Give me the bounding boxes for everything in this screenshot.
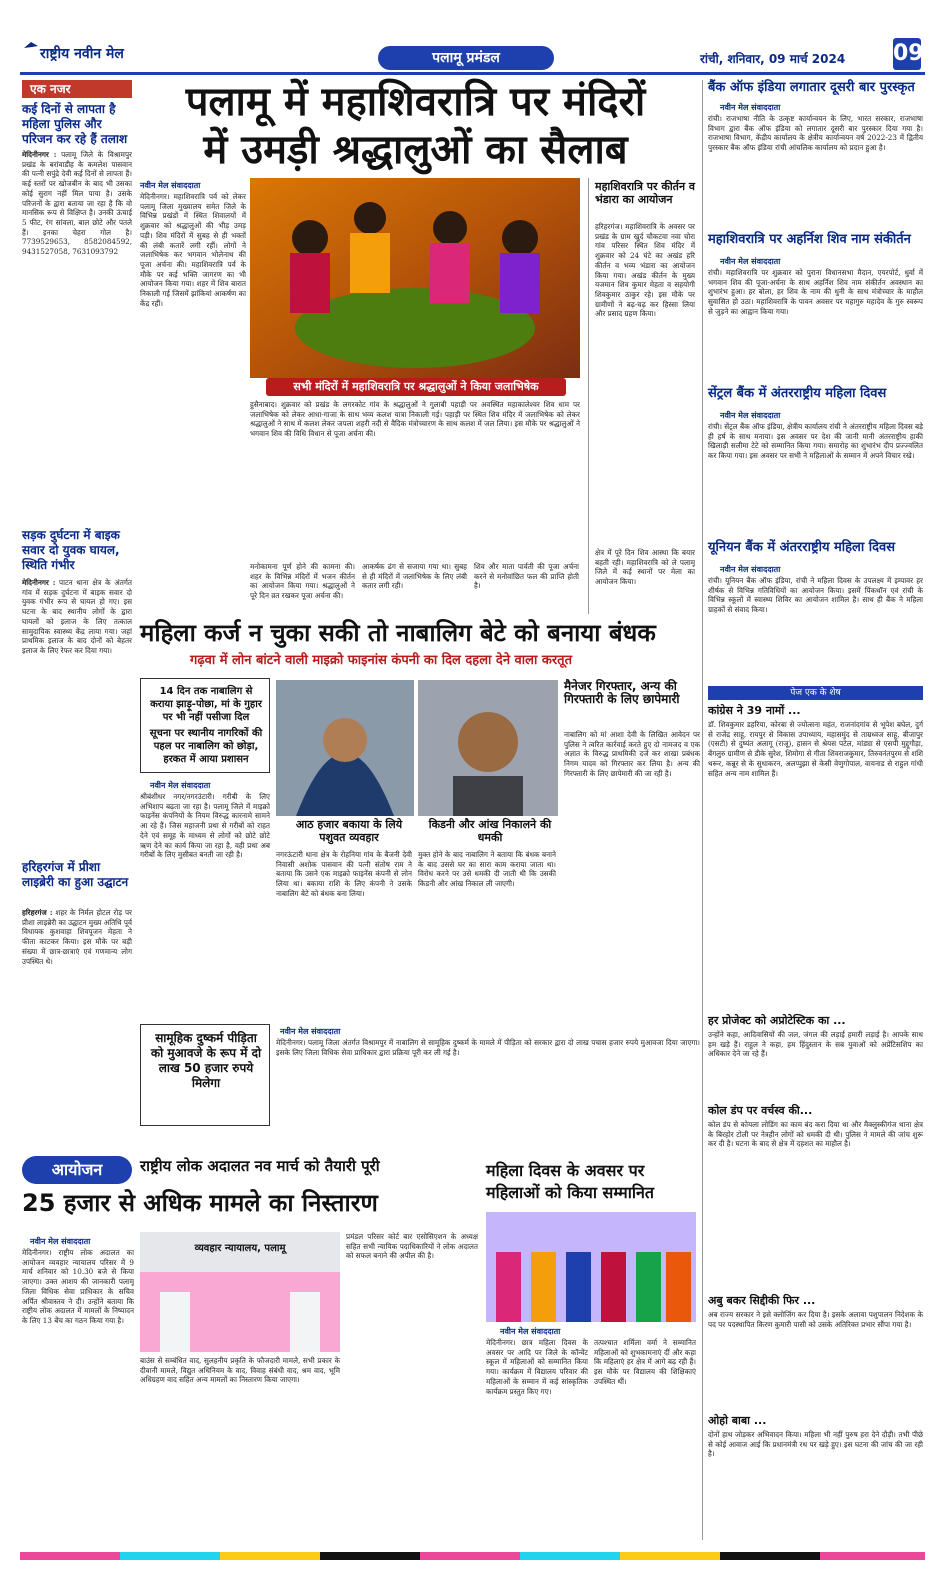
right-body-1: रांची। राजभाषा नीति के उत्कृष्ट कार्यान्वयन के लिए, भारत सरकार, राजभाषा विभाग द्वारा बैंक ऑफ इंडिया को लगातार दूसरी बार पुरस्कार दिया गया है। राजभाषा विभाग, केंद्रीय कार्यालय के क्षेत्रीय कार्यान्वयन वर्ष 2022-23 में द्वितीय पुरस्कार बैंक ऑफ इंडिया रांची आंचलिक कार्यालय को प्रदान हुआ है। [708, 114, 923, 153]
right-headline-6: हर प्रोजेक्ट को अप्रोटेस्टिक का ... [708, 1014, 846, 1027]
court-sign: व्यवहार न्यायालय, पलामू [194, 1243, 286, 1254]
compensation-body: मेदिनीनगर। पलामू जिला अंतर्गत विश्रामपुर में नाबालिग से सामूहिक दुष्कर्म के मामले में पीड़िता को सरकार द्वारा दो लाख पचास हजार रुपये मुआवजा दिया जाएगा। इसके लिए जिला विधिक सेवा प्राधिकार द्वारा प्रक्रिया पूरी कर ली गई है। [276, 1038, 700, 1057]
section-label: पलामू प्रमंडल [378, 46, 554, 70]
middle-box-1 [140, 678, 270, 773]
bottom-right-byline: नवीन मेल संवाददाता [500, 1327, 561, 1336]
right-body-8: अब राज्य सरकार ने इसे क्लोजिंग कर दिया है। इसके अलावा पशुपालन निदेशक के पद पर पदस्थापित किरण कुमारी पासी को उसके अतिरिक्त प्रभार सौंपा गया है। [708, 1310, 923, 1329]
right-body-5: डॉ. शिवकुमार डहरिया, कोरबा से ज्योत्सना महंत, राजनांदगांव से भूपेश बघेल, दुर्ग से राजेंद्र साहू, रायपुर से विकास उपाध्याय, महासमुंद से ताम्रध्वज साहू, बीजापुर (एसटी) से दुष्यंत अलागू (राजू), हासन से श्रेयस पटेल, मांड्या से एसपी मुद्दूगौड़ा, बेंगलुरु ग्रामीण से डीके सुरेश, शिमोगा से गीता शिवराजकुमार, तिरुवनंतपुरम से शशि थरूर, कन्नूर से के सुधाकरन, अलप्पुझा से केसी वेणुगोपाल, वायनाड से राहुल गांधी सहित अन्य नाम शामिल हैं। [708, 720, 923, 778]
middle-col-3: मुक्त होने के बाद नाबालिग ने बताया कि बंधक बनाने के बाद उससे घर का सारा काम कराया जाता था। विरोध करने पर उसे धमकी दी जाती थी कि उसकी किडनी और आंख निकाल ली जाएगी। [418, 850, 556, 889]
middle-col-1: श्रीबंशीधर नगर/नगरउंटारी। गरीबी के लिए अभिशाप बढ़ता जा रहा है। पलामू जिले में माइक्रो फाइनेंस कंपनियों के नियम विरुद्ध कारनामे सामने आ रहे हैं। जिस महाजनी प्रथा से गरीबों को राहत देने एवं समूह के माध्यम से लोगों को छोटे छोटे ऋण देने का कार्य किया जा रहा है, वही प्रथा अब गरीबों के लिए मुसीबत बनती जा रही है। [140, 792, 270, 860]
dateline: हरिहरगंज : [22, 908, 53, 917]
right-body-3: रांची। सेंट्रल बैंक ऑफ इंडिया, क्षेत्रीय कार्यालय रांची ने अंतरराष्ट्रीय महिला दिवस बड़े ही हर्ष के साथ मनाया। इस अवसर पर देश की जानी मानी अंतरराष्ट्रीय हाकी खिलाड़ी सलीमा टेटे को सम्मानित किया गया। समारोह का शुभारंभ दीप प्रज्ज्वलित कर किया गया। इस अवसर पर सभी ने महिलाओं के सम्मान में अपने विचार रखे। [708, 422, 923, 461]
lead-headline-line-1: पलामू में महाशिवरात्रि पर मंदिरों [185, 79, 646, 125]
middle-col-4: नाबालिग को मां आशा देवी के लिखित आवेदन पर पुलिस ने त्वरित कार्रवाई करते हुए दो नामजद व एक अज्ञात के विरुद्ध प्राथमिकी दर्ज कर शाखा प्रबंधक निगम यादव को गिरफ्तार कर लिया है। अन्य की गिरफ्तारी के लिए छापेमारी की जा रही है। [564, 730, 700, 778]
devotees-photo-icon [250, 178, 580, 378]
kirtan-box [588, 178, 696, 614]
right-body-4: रांची। यूनियन बैंक ऑफ इंडिया, रांची ने महिला दिवस के उपलक्ष्य में इम्पावर हर शीर्षक से विभिन्न गतिविधियों का आयोजन किया। इसमें पिंकथॉन एवं रांची के विभिन्न स्कूलों में स्वास्थ्य शिविर का आयोजन शामिल है। साथ ही बैंक ने महिला ग्राहकों से संवाद किया। [708, 576, 923, 615]
issue-date: रांची, शनिवार, 09 मार्च 2024 [700, 52, 846, 66]
lead-byline: नवीन मेल संवाददाता [140, 181, 201, 190]
sidebar-body-1 [22, 150, 132, 520]
event-tag: आयोजन [22, 1156, 132, 1184]
compensation-headline: सामूहिक दुष्कर्म पीड़िता को मुआवजे के रूप में दो लाख 50 हजार रुपये मिलेगा [150, 1031, 262, 1090]
lead-photo [250, 178, 580, 378]
right-headline-2: महाशिवरात्रि पर अहर्निश शिव नाम संकीर्तन [708, 232, 911, 247]
bottom-left-byline: नवीन मेल संवाददाता [30, 1237, 91, 1246]
sidebar-text: शहर के निर्मल होटल रोड़ पर प्रीशा लाइब्रेरी का उद्घाटन मुख्य अतिथि पूर्व विधायक कुशवाहा शिवपूजन मेहता ने फीता काटकर किया। इस मौके पर बड़ी संख्या में छात्र-छात्राएं एवं गणमान्य लोग उपस्थित थे। [22, 908, 132, 966]
right-headline-3: सेंट्रल बैंक में अंतरराष्ट्रीय महिला दिवस [708, 386, 887, 401]
right-byline-1: नवीन मेल संवाददाता [720, 103, 781, 112]
lead-under-photo: हुसैनाबाद। शुक्रवार को प्रखंड के लगरकोट गांव के श्रद्धालुओं ने गुलाबी पहाड़ी पर अवस्थित महाकालेश्वर शिव धाम पर जलाभिषेक को लेकर आधा-गाजा के साथ भव्य कलश यात्रा निकाली गई। पहाड़ी पर स्थित शिव मंदिर में जलाभिषेक को लेकर श्रद्धालुओं ने साथ में कलश लेकर जपला शहरी नदी से वैदिक मंत्रोच्चारण के साथ कलश में जल लिया। इस मौके पर श्रद्धालुओं ने भगवान शिव की विधि विधान से पूजा अर्चना की। [250, 400, 580, 439]
middle-byline: नवीन मेल संवाददाता [150, 781, 211, 790]
kirtan-body: हरिहरगंज। महाशिवरात्रि के अवसर पर प्रखंड के ग्राम खुर्द चौकटवा नवा चोरा गांव परिसर स्थित शिव मंदिर में शुक्रवार को 24 घंटे का अखंड हरि कीर्तन व भव्य भंडारा का आयोजन किया गया। अखंड कीर्तन के मुख्य यजमान शिव कुमार मेहता व सहयोगी शिवकुमार ठाकुर रहे। इस मौके पर ग्रामीणों ने बढ़-चढ़ कर हिस्सा लिया और प्रसाद ग्रहण किया। [595, 222, 695, 319]
right-body-7: कोल डंप से कोयला लोडिंग का काम बंद करा दिया था और मैक्लुस्कीगंज थाना क्षेत्र के बिरहोर टोली पर नेत्रहीन लोगों को धमकी दी थी। पुलिस ने मामले की जांच शुरू कर दी है। घटना के बाद से क्षेत्र में दहशत का माहौल है। [708, 1120, 923, 1149]
kirtan-headline: महाशिवरात्रि पर कीर्तन व भंडारा का आयोजन [595, 180, 696, 206]
middle-col-2: नगरऊंटारी थाना क्षेत्र के रोहनिया गांव के बैजनी देवी निवासी अशोक पासवान की पत्नी संतोष राम ने बताया कि उसने एक माइक्रो फाइनेंस कंपनी से लोन लिया था। बकाया राशि के लिए कंपनी ने उसके नाबालिग बेटे को बंधक बना लिया। [276, 850, 412, 898]
lead-headline [138, 78, 693, 174]
lead-col-4: शिव और माता पार्वती की पूजा अर्चना करने से मनोवांछित फल की प्राप्ति होती है। [474, 562, 579, 591]
photo-caption-2: किडनी और आंख निकालने की धमकी [428, 818, 552, 844]
right-byline-3: नवीन मेल संवाददाता [720, 411, 781, 420]
page-number: 09 [893, 38, 921, 70]
women-day-photo [486, 1212, 696, 1322]
bottom-left-col-3: प्रमंडल परिसर कोर्ट बार एसोसिएशन के अध्यक्ष सहित सभी न्यायिक पदाधिकारियों ने लोक अदालत को सफल बनाने की अपील की है। [346, 1232, 478, 1261]
court-photo [140, 1232, 340, 1352]
top-rule [20, 72, 925, 75]
right-body-6: उन्होंने कहा, आदिवासियों की जल, जंगल की लड़ाई हमारी लड़ाई है। आपके साथ हम खड़े हैं। राहुल ने कहा, हम हिंदुस्तान के सब युवाओं को अप्रेंटिसशिप का अधिकार देने जा रहे हैं। [708, 1030, 923, 1059]
bottom-left-kicker: राष्ट्रीय लोक अदालत नव मार्च को तैयारी पूरी [140, 1157, 380, 1175]
bottom-right-col-1: मेदिनीनगर। छात्र महिला दिवस के अवसर पर आदि पर जिले के कॉन्वेंट स्कूल में महिलाओं को सम्मानित किया गया। कार्यक्रम में विद्यालय परिवार की महिलाओं के सम्मान में कई सांस्कृतिक कार्यक्रम प्रस्तुत किए गए। [486, 1338, 588, 1396]
continued-label: पेज एक के शेष [708, 686, 923, 700]
sidebar-headline-1: कई दिनों से लापता है महिला पुलिस और परिजन कर रहे हैं तलाश [22, 102, 128, 146]
lead-col-2: मनोकामना पूर्ण होने की कामना की। शहर के विभिन्न मंदिरों में भजन कीर्तन का आयोजन किया गया। श्रद्धालुओं ने पूरे दिन व्रत रखकर पूजा अर्चना की। [250, 562, 355, 601]
dateline: मेदिनीनगर : [22, 150, 57, 159]
contact-numbers: 7739529653, 8582084592, 9431527058, 7631093792 [22, 237, 132, 257]
sidebar-headline-3: हरिहरगंज में प्रीशा लाइब्रेरी का हुआ उद्घाटन [22, 860, 129, 889]
photo-caption-1: आठ हजार बकाया के लिये पशुवत व्यवहार [295, 818, 403, 844]
boy-photo-icon [418, 680, 558, 816]
right-byline-2: नवीन मेल संवाददाता [720, 257, 781, 266]
women-group-photo-icon [486, 1212, 696, 1322]
middle-subhead: गढ़वा में लोन बांटने वाली माइक्रो फाइनांस कंपनी का दिल दहला देने वाला करतूत [190, 653, 572, 668]
sidebar-label: एक नजर [22, 80, 132, 98]
sidebar-text: पाटन थाना क्षेत्र के अंतर्गत गांव में सड़क दुर्घटना में बाइक सवार दो युवक गंभीर रूप से घायल हो गए। इस घटना के बाद स्थानीय लोगों के द्वारा घायलों को इलाज के लिए तत्काल सामुदायिक स्वास्थ्य केंद्र लाया गया। जहां प्राथमिक इलाज के बाद दोनों को बेहतर इलाज के लिए रेफर कर दिया गया। [22, 578, 132, 655]
middle-headline: महिला कर्ज न चुका सकी तो नाबालिग बेटे को बनाया बंधक [140, 619, 656, 647]
middle-box-1a: 14 दिन तक नाबालिग से कराया झाड़ू-पोछा, मां के गुहार पर भी नहीं पसीजा दिल [150, 686, 262, 723]
lead-col-3: आकर्षक ढंग से सजाया गया था। सुबह से ही मंदिरों में जलाभिषेक के लिए लंबी कतार लगी रही। [362, 562, 467, 591]
kirtan-tail: क्षेत्र में पूरे दिन शिव आस्था कि बयार बहती रही। महाशिवरात्रि को ले पलामू जिले में कई स्थानों पर मेला का आयोजन किया। [595, 548, 695, 587]
right-headline-7: कोल डंप पर वर्चस्व की... [708, 1104, 813, 1117]
dateline: मेदिनीनगर : [22, 578, 56, 587]
masthead-title: राष्ट्रीय नवीन मेल [40, 46, 124, 62]
right-body-9: दोनों हाथ जोड़कर अभिवादन किया। महिला भी नहीं पुरुष हरा देने दौड़ी। तभी पीछे से कोई आवाज आई कि प्रधानमंत्री रथ पर खड़े हुए। इस घटना की जांच की जा रही है। [708, 1430, 923, 1459]
mother-photo [276, 680, 414, 816]
bottom-left-headline: 25 हजार से अधिक मामले का निस्तारण [22, 1189, 378, 1217]
sidebar-body-3 [22, 908, 132, 1148]
bottom-right-col-2: तत्पश्चात शर्मिला वर्मा ने सम्मानित महिलाओं को शुभकामनाएं दीं और कहा कि महिलाएं हर क्षेत्र में आगे बढ़ रही हैं। इस मौके पर विद्यालय की शिक्षिकाएं उपस्थित थीं। [594, 1338, 696, 1386]
print-color-bar [20, 1552, 925, 1560]
bottom-left-col-2: बाउंस से सम्बंधित वाद, सुलहनीय प्रकृति के फौजदारी मामले, सभी प्रकार के दीवानी मामले, विद्युत अधिनियम के वाद, विवाह संबंधी वाद, श्रम वाद, भूमि अधिग्रहण वाद सहित अन्य मामलों का निस्तारण किया जाएगा। [140, 1356, 340, 1385]
right-headline-5: कांग्रेस ने 39 नामों ... [708, 704, 801, 717]
middle-box-1b: सूचना पर स्थानीय नागरिकों की पहल पर नाबालिग को छोड़ा, हरकत में आया प्रशासन [149, 728, 263, 765]
bottom-left-col-1: मेदिनीनगर। राष्ट्रीय लोक अदालत का आयोजन व्यवहार न्यायालय परिसर में 9 मार्च शनिवार को 10.30 बजे से किया जाएगा। उक्त आशय की जानकारी पलामू जिला विधिक सेवा प्राधिकार के सचिव अर्पित श्रीवास्तव ने दी। उन्होंने बताया कि राष्ट्रीय लोक अदालत में मामलों के निष्पादन के लिए 13 बेंच का गठन किया गया है। [22, 1248, 134, 1325]
bottom-right-headline: महिला दिवस के अवसर पर महिलाओं को किया सम्मानित [486, 1161, 655, 1202]
right-headline-4: यूनियन बैंक में अंतरराष्ट्रीय महिला दिवस [708, 540, 896, 555]
bird-logo-icon [24, 40, 38, 52]
woman-photo-icon [276, 680, 414, 816]
right-byline-4: नवीन मेल संवाददाता [720, 565, 781, 574]
right-body-2: रांची। महाशिवरात्रि पर शुक्रवार को पुराना विधानसभा मैदान, एयरपोर्ट, धुर्वा में भगवान शिव की पूजा-अर्चना के साथ अहर्निश शिव नाम संकीर्तन अवस्थान का शुभारंभ हुआ। हर बोला, हर शिव के नाम की धुनी के साथ मंत्रोच्चार के माहौल सुवासित हो उठा। महाशिवरात्रि के पावन अवसर पर महागुरु महादेव के गुरु स्वरूप से जुड़ने का आह्वान किया गया। [708, 268, 923, 316]
right-headline-9: ओहो बाबा ... [708, 1414, 767, 1427]
right-headline-1: बैंक ऑफ इंडिया लगातार दूसरी बार पुरस्कृत [708, 80, 915, 95]
lead-photo-caption: सभी मंदिरों में महाशिवरात्रि पर श्रद्धालुओं ने किया जलाभिषेक [266, 378, 566, 396]
compensation-box [140, 1024, 270, 1126]
lead-col-1: मेदिनीनगर। महाशिवरात्रि पर्व को लेकर पलामू जिला मुख्यालय समेत जिले के विभिन्न प्रखंडों में स्थित शिवालयों में शुक्रवार को श्रद्धालुओं की भीड़ उमड़ पड़ी। शिव मंदिरों में सुबह से ही भक्तों की लंबी कतारें लगी रहीं। लोगों ने जलाभिषेक कर भगवान भोलेनाथ की पूजा अर्चना की। महाशिवरात्रि पर्व के मौके पर कई भक्ति जागरण का भी आयोजन किया गया। शहर में शिव बारात निकाली गई जिसमें झांकियां आकर्षण का केंद्र रहीं। [140, 192, 246, 308]
sidebar-headline-2: सड़क दुर्घटना में बाइक सवार दो युवक घायल, स्थिति गंभीर [22, 528, 120, 572]
right-headline-8: अबु बकर सिद्दीकी फिर ... [708, 1294, 816, 1307]
compensation-byline: नवीन मेल संवाददाता [280, 1027, 341, 1036]
boy-photo [418, 680, 558, 816]
middle-col-4-headline: मैनेजर गिरफ्तार, अन्य की गिरफ्तारी के लिए छापेमारी [564, 679, 680, 706]
sidebar-text: पलामू जिले के विश्रामपुर प्रखंड के बरांवाडीह के कमलेश पासवान की पत्नी सपुंद्रे देवी कई दिनों से लापता हैं। कई स्तरों पर खोजबीन के बाद भी उसका कोई सुराग नहीं मिल पाया है। उसके परिजनों के द्वारा बताया जा रहा है कि वो मानसिक रूप से विक्षिप्त है। उनकी ऊंचाई 5 फीट, रंग सांवला, बाल छोटे और पतले हैं। इनका चेहरा गोल है। [22, 150, 132, 237]
sidebar-body-2 [22, 578, 132, 848]
lead-headline-line-2: में उमड़ी श्रद्धालुओं का सैलाब [203, 127, 628, 173]
